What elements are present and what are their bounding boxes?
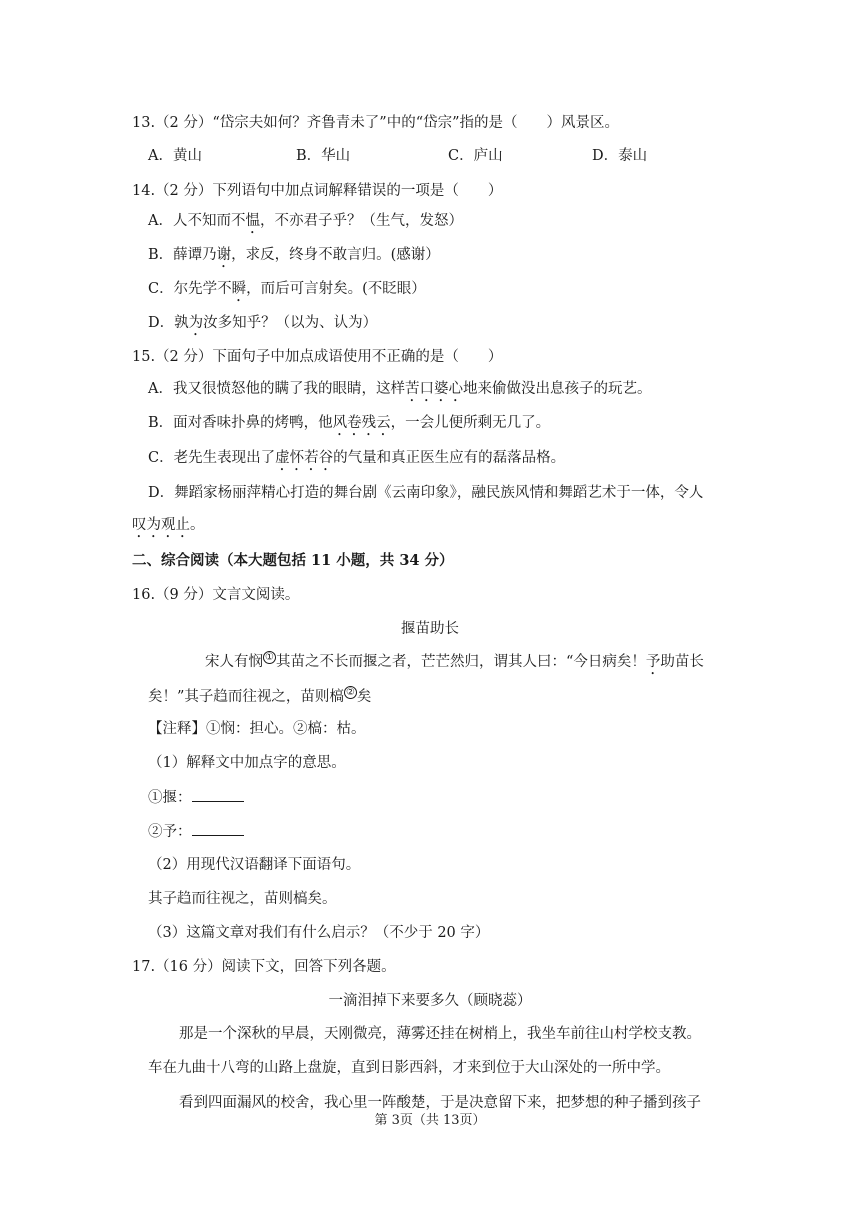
q16-sub2: （2）用现代汉语翻译下面语句。 [148, 857, 361, 873]
q13-option-b: B．华山 [296, 148, 351, 164]
answer-blank[interactable] [192, 822, 244, 836]
q16-sub3: （3）这篇文章对我们有什么启示？（不少于 20 字） [148, 925, 490, 941]
section-heading: 二、综合阅读（本大题包括 11 小题，共 34 分） [132, 552, 454, 569]
q17-paragraph1-line2: 车在九曲十八弯的山路上盘旋，直到日影西斜，才来到位于大山深处的一所中学。 [148, 1060, 670, 1076]
q16-passage-line2: 矣！”其子趋而往视之，苗则槁 ② 矣 [148, 687, 372, 705]
q17-paragraph1-line1: 那是一个深秋的早晨，天刚微亮，薄雾还挂在树梢上，我坐车前往山村学校支教。 [179, 1026, 701, 1042]
q17-passage-title: 一滴泪掉下来要多久（顾晓蕊） [328, 993, 532, 1009]
q16-passage-title: 揠苗助长 [401, 621, 459, 637]
q15-option-a: A．我又很愤怒他的瞒了我的眼睛，这样苦口婆心地来偷做没出息孩子的玩艺。 [148, 381, 652, 397]
answer-blank[interactable] [192, 788, 244, 802]
footnote-marker-1: ① [263, 651, 276, 664]
q14-stem: 14.（2 分）下列语句中加点词解释错误的一项是（ ） [132, 183, 503, 199]
q13-option-c: C．庐山 [448, 148, 503, 164]
q16-annotation: 【注释】①悯：担心。②槁：枯。 [148, 721, 366, 737]
q16-sub1: （1）解释文中加点字的意思。 [148, 755, 346, 771]
q14-option-b: B．薛谭乃谢，求反，终身不敢言归。(感谢） [148, 247, 440, 263]
q16-sub1-b: ②予： [148, 822, 244, 841]
q16-sub2-sentence: 其子趋而往视之，苗则槁矣。 [148, 891, 337, 907]
q15-stem: 15.（2 分）下面句子中加点成语使用不正确的是（ ） [132, 349, 503, 365]
footnote-marker-2: ② [344, 686, 357, 699]
q14-option-d: D．孰为汝多知乎？（以为、认为） [148, 315, 378, 331]
q15-option-c: C．老先生表现出了虚怀若谷的气量和真正医生应有的磊落品格。 [148, 450, 566, 466]
q15-option-d-line1: D．舞蹈家杨丽萍精心打造的舞台剧《云南印象》，融民族风情和舞蹈艺术于一体，令人 [148, 485, 704, 501]
q17-paragraph2-line1: 看到四面漏风的校舍，我心里一阵酸楚，于是决意留下来，把梦想的种子播到孩子 [179, 1095, 701, 1111]
q14-option-a: A．人不知而不愠，不亦君子乎？（生气，发怒） [148, 213, 463, 229]
q16-sub1-a: ①揠： [148, 788, 244, 807]
q15-option-b: B．面对香味扑鼻的烤鸭，他风卷残云，一会儿便所剩无几了。 [148, 415, 551, 431]
q14-option-c: C．尔先学不瞬，而后可言射矣。(不眨眼） [148, 281, 426, 297]
q13-option-a: A．黄山 [148, 148, 202, 164]
page-footer: 第 3页（共 13页） [374, 1113, 486, 1128]
q17-stem: 17.（16 分）阅读下文，回答下列各题。 [132, 959, 396, 975]
q16-passage-line1: 宋人有悯 ① 其苗之不长而揠之者，芒芒然归，谓其人曰：“今日病矣！予助苗长 [205, 652, 704, 670]
q16-stem: 16.（9 分）文言文阅读。 [132, 587, 300, 603]
q13-stem: 13.（2 分）“岱宗夫如何？齐鲁青未了”中的“岱宗”指的是（ ）风景区。 [132, 115, 620, 131]
q15-option-d-line2: 叹为观止。 [132, 517, 205, 533]
q13-option-d: D．泰山 [592, 148, 648, 164]
